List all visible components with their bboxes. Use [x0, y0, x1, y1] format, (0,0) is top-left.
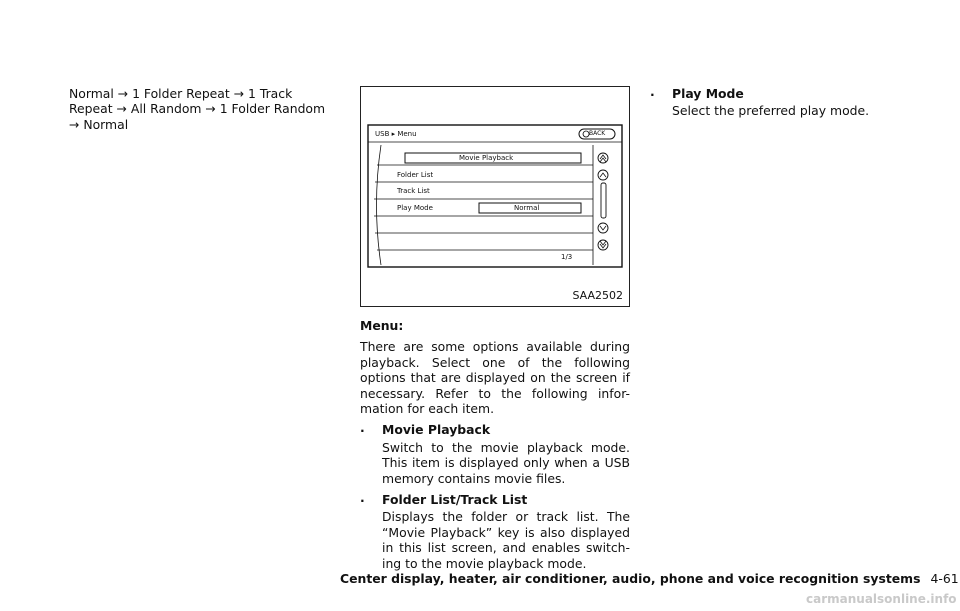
right-column: [650, 86, 920, 125]
scroll-down-icon: [598, 223, 608, 233]
item-description: Select the preferred play mode.: [672, 103, 870, 119]
play-mode-sequence-line-2: Repeat → All Random → 1 Folder Random: [69, 101, 326, 117]
screen-frame: [368, 125, 622, 267]
middle-column: [360, 318, 630, 577]
scroll-up-icon: [598, 170, 608, 180]
page-indicator: 1/3: [561, 253, 573, 261]
list-item: [360, 492, 630, 571]
list-curve-left: [377, 145, 382, 265]
menu-title: USB ▸ Menu: [375, 130, 417, 138]
watermark: carmanualsonline.info: [806, 592, 957, 606]
page-footer: [340, 571, 959, 586]
scrollbar: [601, 183, 606, 218]
footer-section-title: Center display, heater, air conditioner, audio, phone and voice recognition systems: [340, 571, 921, 586]
bullet-icon: .: [360, 420, 365, 436]
item-description: Switch to the movie playback mode. This item is displayed only when a USB memory contains movie files.: [382, 439, 630, 486]
play-mode-value: Normal: [514, 204, 540, 212]
play-mode-sequence-line-3: → Normal: [69, 116, 129, 132]
back-label: BACK: [589, 130, 606, 137]
row-play-mode: Play Mode: [397, 204, 433, 212]
menu-heading: Menu:: [360, 318, 404, 333]
item-title: Play Mode: [672, 86, 744, 101]
figure-caption: SAA2502: [572, 289, 623, 302]
usb-menu-figure: [360, 86, 630, 307]
page-number: 4-61: [930, 571, 959, 586]
item-description: Displays the folder or track list. The “Movie Playback” key is also displayed in this list screen, and enables switch-ing to the movie playback mode.: [382, 509, 630, 571]
usb-menu-screen-illustration: [361, 87, 629, 306]
row-track-list: Track List: [397, 187, 430, 195]
row-movie-playback: Movie Playback: [459, 154, 514, 162]
play-mode-sequence-line-1: Normal → 1 Folder Repeat → 1 Track: [69, 86, 293, 101]
list-item: [650, 86, 920, 119]
item-title: Folder List/Track List: [382, 492, 528, 508]
row-folder-list: Folder List: [397, 171, 434, 179]
bullet-icon: .: [650, 84, 655, 99]
bullet-icon: .: [360, 490, 365, 506]
item-title: Movie Playback: [382, 422, 491, 438]
left-column: [69, 86, 337, 132]
menu-intro: There are some options available during playback. Select one of the following options that are displayed on the screen if necessary. Refer to the following infor-mation for each item.: [360, 339, 630, 417]
list-item: [360, 422, 630, 486]
